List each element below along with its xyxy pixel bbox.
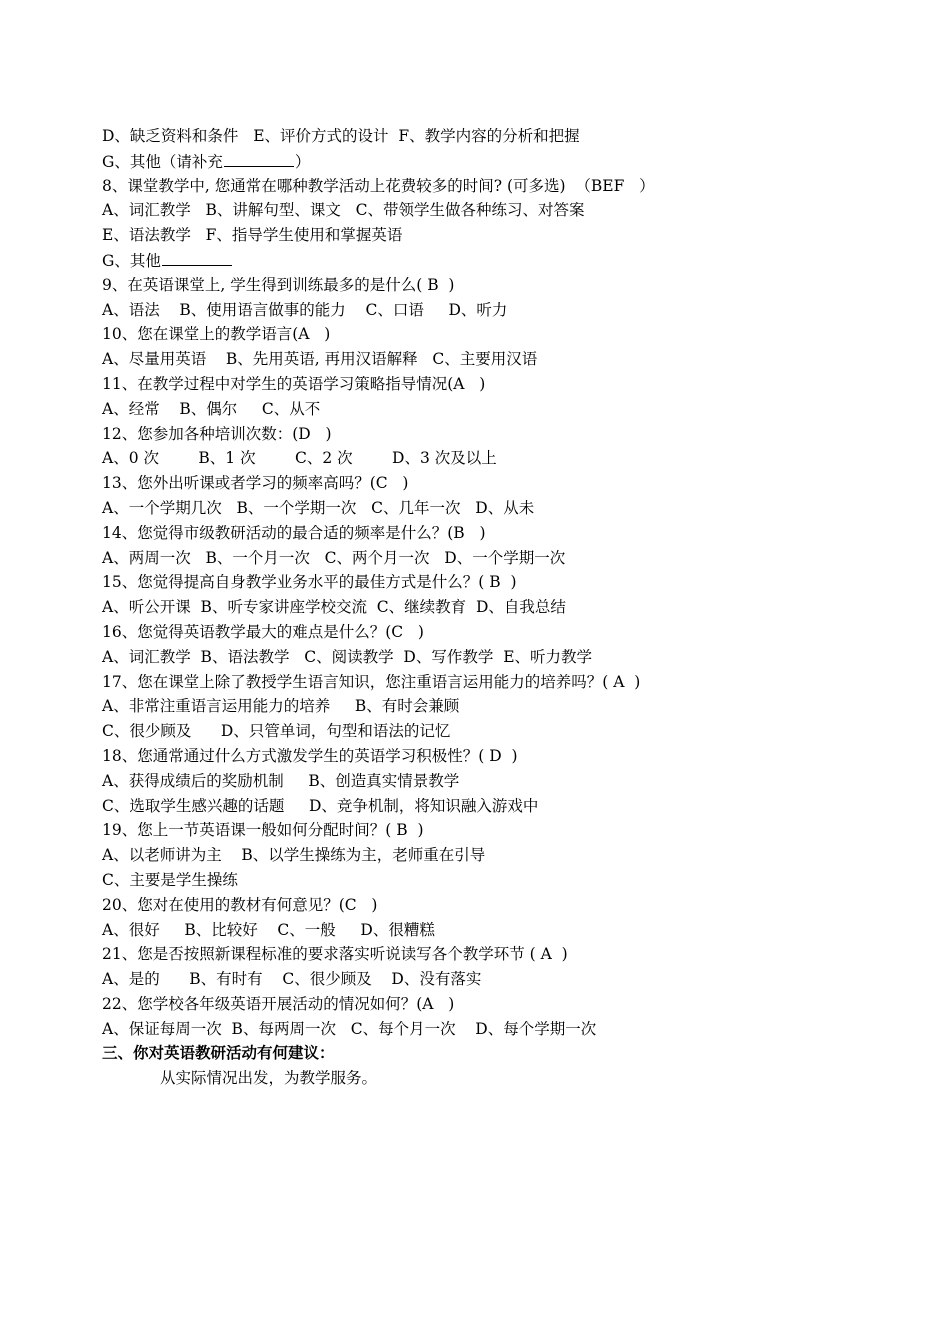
- text-line: [102, 198, 882, 223]
- text-line: [102, 446, 882, 471]
- text-line: [102, 322, 882, 347]
- text-line: [102, 422, 882, 447]
- text-line: [102, 546, 882, 571]
- line-text: A、词汇教学 B、语法教学 C、阅读教学 D、写作教学 E、听力教学: [102, 647, 593, 666]
- line-text: 10、您在课堂上的教学语言(A ): [102, 325, 331, 344]
- text-line: [102, 893, 882, 918]
- line-text: 12、您参加各种培训次数：(D ): [102, 424, 332, 443]
- line-text: 19、您上一节英语课一般如何分配时间？( B ): [102, 821, 424, 840]
- line-text: A、非常注重语言运用能力的培养 B、有时会兼顾: [102, 697, 460, 716]
- line-text: G、其他（请补充: [102, 152, 223, 171]
- line-text: 21、您是否按照新课程标准的要求落实听说读写各个教学环节 ( A ): [102, 945, 568, 964]
- line-text: A、词汇教学 B、讲解句型、课文 C、带领学生做各种练习、对答案: [102, 201, 585, 220]
- text-line: [102, 174, 882, 199]
- text-line: [102, 521, 882, 546]
- text-line: [102, 570, 882, 595]
- line-text: A、听公开课 B、听专家讲座学校交流 C、继续教育 D、自我总结: [102, 598, 566, 617]
- text-line: [102, 273, 882, 298]
- line-text: 9、在英语课堂上, 学生得到训练最多的是什么( B ): [102, 275, 455, 294]
- text-line: [102, 843, 882, 868]
- line-text: 15、您觉得提高自身教学业务水平的最佳方式是什么？( B ): [102, 573, 517, 592]
- text-line: [102, 744, 882, 769]
- line-text: A、语法 B、使用语言做事的能力 C、口语 D、听力: [102, 300, 508, 319]
- line-text-after: ）: [294, 152, 311, 171]
- line-text: C、很少顾及 D、只管单词，句型和语法的记忆: [102, 722, 451, 741]
- text-line: [102, 967, 882, 992]
- line-text: C、主要是学生操练: [102, 870, 238, 889]
- line-text: A、以老师讲为主 B、以学生操练为主，老师重在引导: [102, 846, 486, 865]
- fill-in-blank: [162, 248, 232, 266]
- text-line: [102, 372, 882, 397]
- line-text: 18、您通常通过什么方式激发学生的英语学习积极性？( D ): [102, 746, 518, 765]
- line-text: 8、课堂教学中, 您通常在哪种教学活动上花费较多的时间? (可多选) （BEF ）: [102, 176, 655, 195]
- text-line: [102, 496, 882, 521]
- text-line: [102, 769, 882, 794]
- line-text: A、是的 B、有时有 C、很少顾及 D、没有落实: [102, 970, 482, 989]
- line-text: 13、您外出听课或者学习的频率高吗？(C ): [102, 474, 409, 493]
- text-line: [102, 124, 882, 149]
- text-line: [102, 868, 882, 893]
- line-text: 14、您觉得市级教研活动的最合适的频率是什么？(B ): [102, 523, 486, 542]
- document-body: [102, 124, 882, 1091]
- text-line: [102, 397, 882, 422]
- text-line: [102, 942, 882, 967]
- text-line: [102, 818, 882, 843]
- line-text: D、缺乏资料和条件 E、评价方式的设计 F、教学内容的分析和把握: [102, 127, 580, 145]
- text-line: [102, 794, 882, 819]
- line-text: 22、您学校各年级英语开展活动的情况如何？(A ): [102, 994, 455, 1013]
- text-line: [102, 992, 882, 1017]
- text-line: [102, 149, 882, 174]
- line-text: A、很好 B、比较好 C、一般 D、很糟糕: [102, 920, 435, 939]
- text-line: [102, 1017, 882, 1042]
- text-line: [102, 595, 882, 620]
- text-line: [102, 670, 882, 695]
- line-text: E、语法教学 F、指导学生使用和掌握英语: [102, 226, 403, 245]
- fill-in-blank: [224, 149, 294, 167]
- text-line: [102, 471, 882, 496]
- line-text: 三、你对英语教研活动有何建议：: [102, 1043, 335, 1063]
- line-text: 17、您在课堂上除了教授学生语言知识，您注重语言运用能力的培养吗？( A ): [102, 672, 641, 691]
- line-text: A、两周一次 B、一个月一次 C、两个月一次 D、一个学期一次: [102, 548, 566, 567]
- text-line: [102, 347, 882, 372]
- line-text: A、0 次 B、1 次 C、2 次 D、3 次及以上: [102, 449, 497, 468]
- text-line: [102, 620, 882, 645]
- section-heading: [102, 1041, 882, 1066]
- line-text: 16、您觉得英语教学最大的难点是什么？(C ): [102, 622, 424, 641]
- line-text: A、获得成绩后的奖励机制 B、创造真实情景教学: [102, 771, 460, 790]
- text-line: [102, 694, 882, 719]
- line-text: A、尽量用英语 B、先用英语, 再用汉语解释 C、主要用汉语: [102, 350, 538, 369]
- line-text: 20、您对在使用的教材有何意见？(C ): [102, 895, 378, 914]
- line-text: 从实际情况出发，为教学服务。: [160, 1069, 378, 1088]
- text-line: [102, 719, 882, 744]
- text-line: [102, 298, 882, 323]
- answer-text: [102, 1066, 882, 1091]
- line-text: A、一个学期几次 B、一个学期一次 C、几年一次 D、从未: [102, 498, 535, 517]
- text-line: [102, 918, 882, 943]
- line-text: G、其他: [102, 251, 161, 270]
- text-line: [102, 248, 882, 273]
- text-line: [102, 223, 882, 248]
- text-line: [102, 645, 882, 670]
- line-text: C、选取学生感兴趣的话题 D、竞争机制，将知识融入游戏中: [102, 796, 539, 815]
- line-text: A、经常 B、偶尔 C、从不: [102, 399, 321, 418]
- line-text: 11、在教学过程中对学生的英语学习策略指导情况(A ): [102, 374, 486, 393]
- line-text: A、保证每周一次 B、每两周一次 C、每个月一次 D、每个学期一次: [102, 1019, 597, 1038]
